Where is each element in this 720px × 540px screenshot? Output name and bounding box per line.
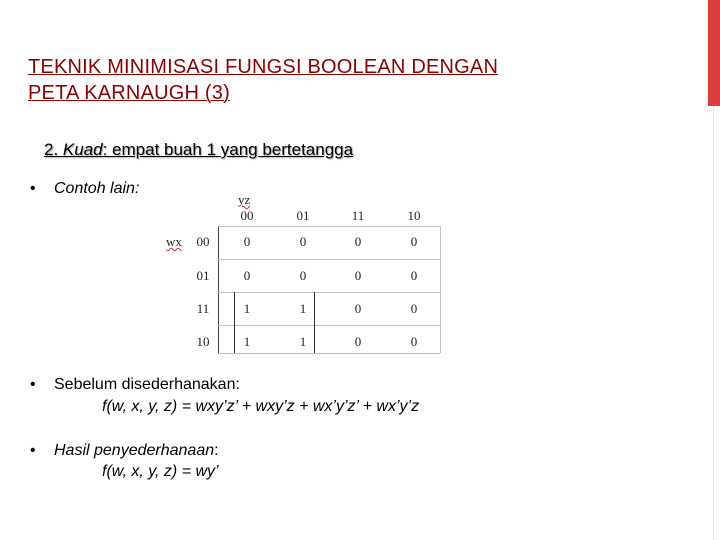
bullet-dot-icon: • xyxy=(30,180,36,197)
kmap-col-header: 00 xyxy=(240,208,254,223)
kmap-cell: 0 xyxy=(354,301,362,316)
kmap-grid-line xyxy=(218,292,440,293)
kmap-cell: 0 xyxy=(299,268,307,283)
bullet-example xyxy=(30,180,139,198)
kmap-cell: 0 xyxy=(354,334,362,349)
formula-result: f(w, x, y, z) = wy’ xyxy=(102,463,219,480)
subtitle-prefix: 2. xyxy=(44,140,63,159)
kmap-cell: 0 xyxy=(243,234,251,249)
subtitle-rest: : empat buah 1 yang bertetangga xyxy=(102,140,354,159)
bullet-result-text: Hasil penyederhanaan xyxy=(54,442,215,459)
kmap-col-header: 11 xyxy=(351,208,365,223)
kmap-cell: 1 xyxy=(243,334,251,349)
slide-title xyxy=(28,54,688,106)
kmap-quad-border xyxy=(314,292,315,353)
section-subtitle xyxy=(44,140,353,160)
kmap-cell: 0 xyxy=(354,234,362,249)
kmap-col-var: yz xyxy=(238,192,251,207)
subtitle-keyword: Kuad xyxy=(62,140,103,159)
kmap-col-header: 10 xyxy=(407,208,421,223)
bullet-before-text: Sebelum disederhanakan: xyxy=(54,376,240,393)
kmap-grid-line xyxy=(218,325,440,326)
title-line-1: TEKNIK MINIMISASI FUNGSI BOOLEAN DENGAN xyxy=(28,56,499,78)
kmap-row-var: wx xyxy=(166,234,182,249)
bullet-before xyxy=(30,376,240,394)
kmap-row-header: 11 xyxy=(196,301,210,316)
bullet-result xyxy=(30,442,219,460)
kmap-row-header: 10 xyxy=(196,334,210,349)
accent-bar xyxy=(708,0,720,106)
formula-before: f(w, x, y, z) = wxy’z’ + wxy’z + wx’y’z’ + wx’y’z xyxy=(102,398,420,415)
kmap-row-header: 01 xyxy=(196,268,210,283)
kmap-cell: 0 xyxy=(243,268,251,283)
title-line-2: PETA KARNAUGH (3) xyxy=(28,82,230,104)
kmap-left-edge xyxy=(218,226,219,353)
kmap-cell: 1 xyxy=(299,334,307,349)
karnaugh-map xyxy=(166,192,446,362)
kmap-cell: 0 xyxy=(410,234,418,249)
bullet-dot-icon: • xyxy=(30,376,36,393)
bullet-result-colon: : xyxy=(214,442,219,459)
kmap-row-header: 00 xyxy=(196,234,210,249)
kmap-quad-border xyxy=(234,292,235,353)
kmap-cell: 0 xyxy=(299,234,307,249)
kmap-grid-line xyxy=(218,353,440,354)
kmap-cell: 0 xyxy=(410,268,418,283)
kmap-cell: 1 xyxy=(243,301,251,316)
bullet-example-text: Contoh lain: xyxy=(54,180,140,197)
bullet-dot-icon: • xyxy=(30,442,36,459)
kmap-col-header: 01 xyxy=(296,208,310,223)
kmap-cell: 1 xyxy=(299,301,307,316)
kmap-cell: 0 xyxy=(354,268,362,283)
kmap-cell: 0 xyxy=(410,334,418,349)
kmap-grid-line xyxy=(218,226,440,227)
kmap-grid-line xyxy=(218,259,440,260)
kmap-grid-line xyxy=(440,226,441,353)
kmap-cell: 0 xyxy=(410,301,418,316)
